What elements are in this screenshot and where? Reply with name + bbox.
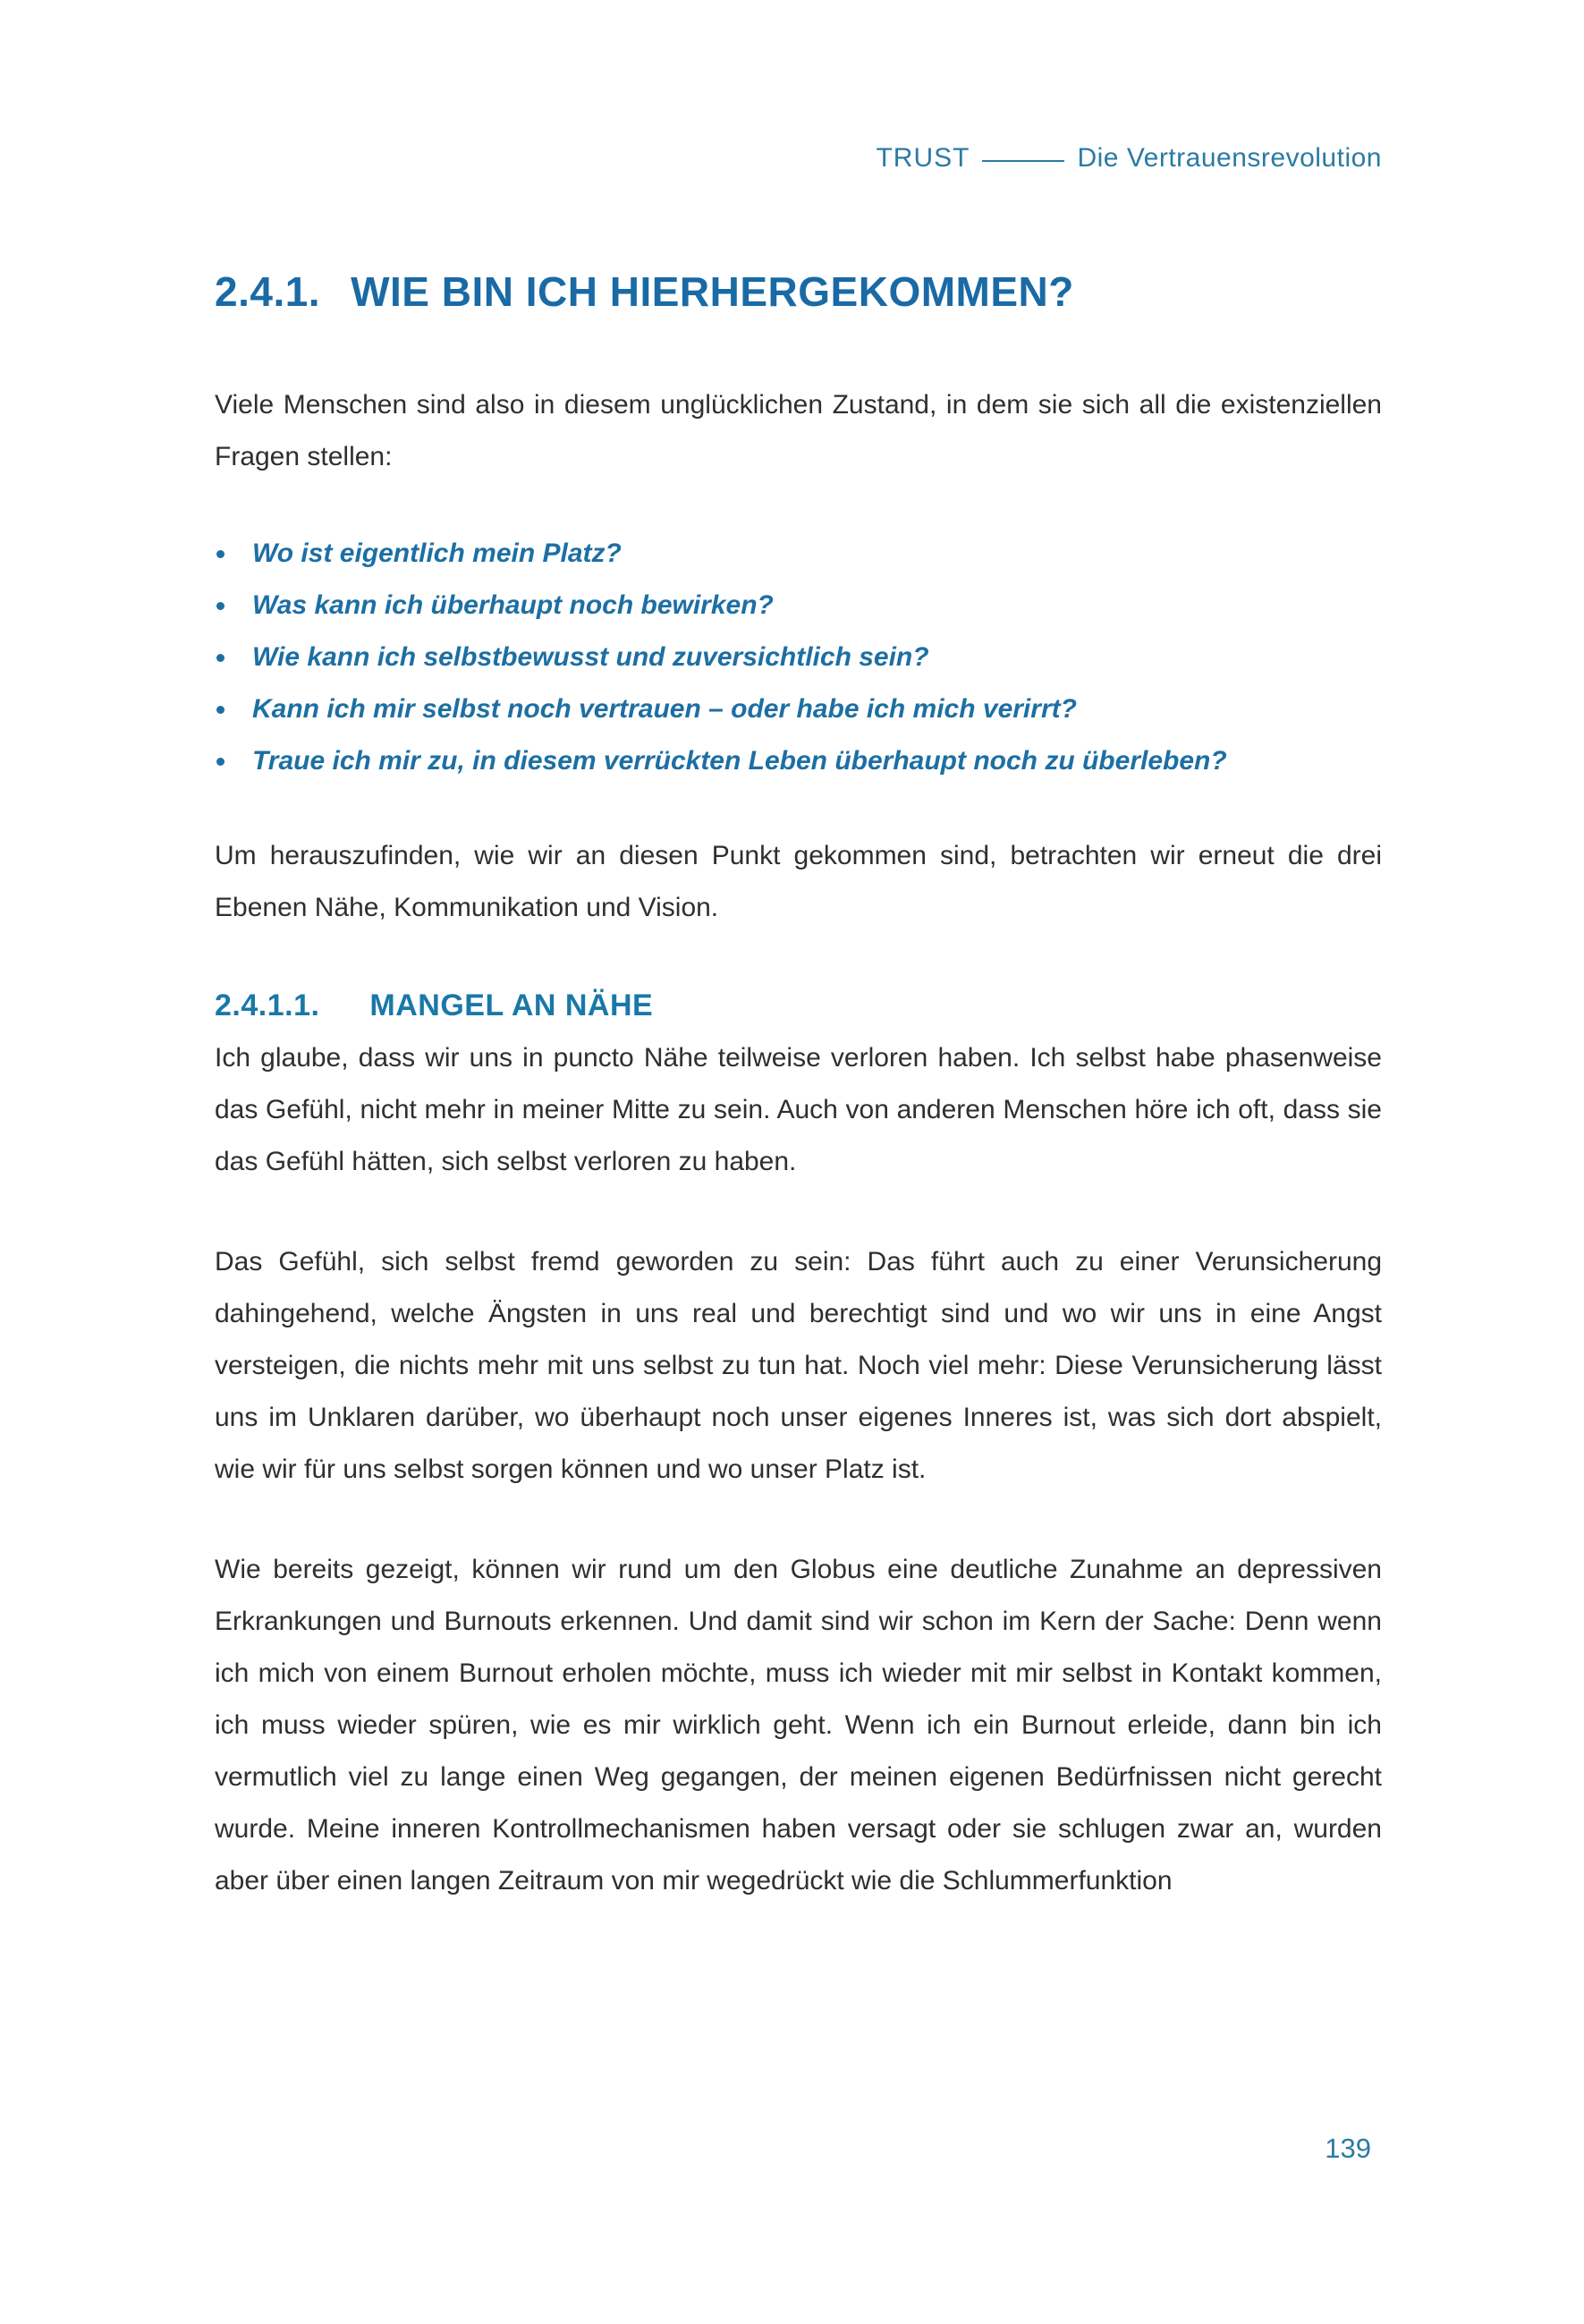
question-item xyxy=(215,528,1382,580)
bullet-icon xyxy=(216,758,224,766)
running-header-book-subtitle: Die Vertrauensrevolution xyxy=(1077,143,1382,173)
running-header xyxy=(215,141,1382,175)
running-header-book-title: TRUST xyxy=(876,143,970,173)
bullet-icon xyxy=(216,654,224,662)
question-text: Was kann ich überhaupt noch bewirken? xyxy=(252,590,774,620)
subsection-title: MANGEL AN NÄHE xyxy=(369,988,654,1022)
intro-paragraph: Viele Menschen sind also in diesem unglücklichen Zustand, in dem sie sich all die existenziellen Fragen stellen: xyxy=(215,390,1382,471)
question-text: Traue ich mir zu, in diesem verrückten Leben überhaupt noch zu überleben? xyxy=(252,746,1227,776)
body-paragraph: Wie bereits gezeigt, können wir rund um den Globus eine deutliche Zunahme an depressiven Erkrankungen und Burnouts erkennen. Und damit sind wir schon im Kern der Sache: Denn wenn ich mich von einem Burnout erholen möchte, muss ich wieder mit mir selbst in Kontakt kommen, ich muss wieder spüren, wie es mir wirklich geht. Wenn ich ein Burnout erleide, dann bin ich vermutlich viel zu lange einen Weg gegangen, der meinen eigenen Bedürfnissen nicht gerecht wurde. Meine inneren Kontrollmechanismen haben versagt oder sie schlugen zwar an, wurden aber über einen langen Zeitraum von mir wegedrückt wie die Schlummerfunktion xyxy=(215,1555,1382,1896)
body-paragraph: Ich glaube, dass wir uns in puncto Nähe teilweise verloren haben. Ich selbst habe phasenweise das Gefühl, nicht mehr in meiner Mitte zu sein. Auch von anderen Menschen höre ich oft, dass sie das Gefühl hätten, sich selbst verloren zu haben. xyxy=(215,1043,1382,1176)
subsection-heading xyxy=(215,986,1382,1025)
page-number: 139 xyxy=(1325,2133,1371,2164)
question-text: Kann ich mir selbst noch vertrauen – oder habe ich mich verirrt? xyxy=(252,694,1077,724)
header-rule-divider xyxy=(982,160,1064,162)
question-item xyxy=(215,735,1382,787)
section-heading xyxy=(215,267,1382,317)
subsection-number: 2.4.1.1. xyxy=(215,988,320,1022)
section-number: 2.4.1. xyxy=(215,268,321,315)
question-text: Wo ist eigentlich mein Platz? xyxy=(252,539,622,568)
question-item xyxy=(215,580,1382,632)
question-list xyxy=(215,528,1382,787)
body-paragraph: Das Gefühl, sich selbst fremd geworden zu sein: Das führt auch zu einer Verunsicherung dahingehend, welche Ängsten in uns real und berechtigt sind und wo wir uns in eine Angst versteigen, die nichts mehr mit uns selbst zu tun hat. Noch viel mehr: Diese Verunsicherung lässt uns im Unklaren darüber, wo überhaupt noch unser eigenes Inneres ist, was sich dort abspielt, wie wir für uns selbst sorgen können und wo unser Platz ist. xyxy=(215,1247,1382,1484)
question-text: Wie kann ich selbstbewusst und zuversichtlich sein? xyxy=(252,642,929,672)
bullet-icon xyxy=(216,706,224,714)
question-item xyxy=(215,683,1382,735)
transition-paragraph: Um herauszufinden, wie wir an diesen Punkt gekommen sind, betrachten wir erneut die drei Ebenen Nähe, Kommunikation und Vision. xyxy=(215,841,1382,922)
question-item xyxy=(215,632,1382,683)
bullet-icon xyxy=(216,550,224,558)
bullet-icon xyxy=(216,602,224,610)
section-title: WIE BIN ICH HIERHERGEKOMMEN? xyxy=(351,268,1074,315)
